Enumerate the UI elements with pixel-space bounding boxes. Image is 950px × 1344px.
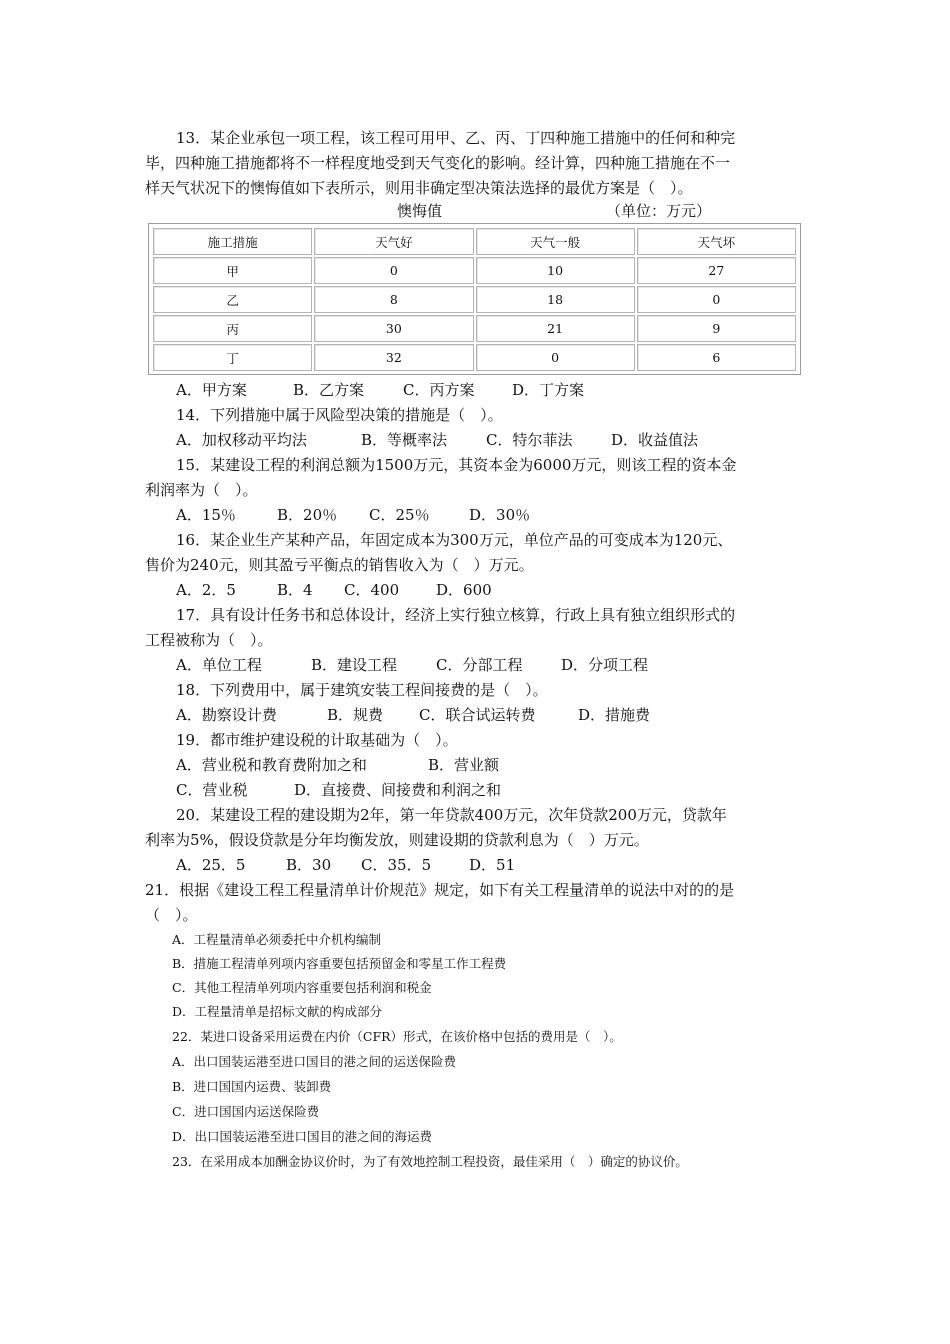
q22-stem: 22．某进口设备采用运费在内价（CFR）形式，在该价格中包括的费用是（ ）。 <box>172 1029 622 1044</box>
q21-option-a: A．工程量清单必须委托中介机构编制 <box>172 932 382 947</box>
q17-option-d: D．分项工程 <box>561 656 649 674</box>
table-cell: 甲 <box>153 257 312 284</box>
q16-line-2: 售价为240元，则其盈亏平衡点的销售收入为（ ）万元。 <box>145 556 534 574</box>
q21-option-b: B．措施工程清单列项内容重要包括预留金和零星工作工程费 <box>172 956 507 971</box>
q18-option-d: D．措施费 <box>578 706 651 724</box>
q19-option-d: D．直接费、间接费和利润之和 <box>294 781 502 799</box>
q17-line-1: 17．具有设计任务书和总体设计，经济上实行独立核算，行政上具有独立组织形式的 <box>176 606 736 624</box>
q13-option-c: C．丙方案 <box>403 381 475 399</box>
q17-line-2: 工程被称为（ ）。 <box>145 631 273 649</box>
table-cell: 21 <box>476 315 635 342</box>
table-cell: 0 <box>314 257 473 284</box>
q16-option-b: B．4 <box>277 581 313 599</box>
table-header-cell: 天气好 <box>314 228 473 255</box>
q20-option-c: C．35．5 <box>361 856 432 874</box>
table-cell: 18 <box>476 286 635 313</box>
q22-option-b: B．进口国国内运费、装卸费 <box>172 1079 332 1094</box>
table-cell: 32 <box>314 344 473 371</box>
q13-line-2: 毕，四种施工措施都将不一样程度地受到天气变化的影响。经计算，四种施工措施在不一 <box>145 154 731 172</box>
q21-option-c: C．其他工程清单列项内容重要包括利润和税金 <box>172 980 432 995</box>
q14-option-c: C．特尔菲法 <box>486 431 573 449</box>
table-unit: （单位：万元） <box>606 202 712 220</box>
q15-option-b: B．20％ <box>277 506 338 524</box>
q21-option-d: D．工程量清单是招标文献的构成部分 <box>172 1004 383 1019</box>
q20-line-2: 利率为5%，假设贷款是分年均衡发放，则建设期的贷款利息为（ ）万元。 <box>145 831 649 849</box>
q23-stem: 23．在采用成本加酬金协议价时，为了有效地控制工程投资，最佳采用（ ）确定的协议价。 <box>172 1154 688 1169</box>
q14-option-d: D．收益值法 <box>611 431 699 449</box>
table-cell: 27 <box>637 257 796 284</box>
q18-option-b: B．规费 <box>327 706 384 724</box>
q15-option-d: D．30％ <box>469 506 531 524</box>
table-header-cell: 天气坏 <box>637 228 796 255</box>
q14-option-a: A．加权移动平均法 <box>176 431 307 449</box>
q20-option-b: B．30 <box>286 856 332 874</box>
table-header-row <box>153 228 796 255</box>
table-cell: 0 <box>476 344 635 371</box>
table-cell: 30 <box>314 315 473 342</box>
q21-line-2: （ ）。 <box>145 906 198 924</box>
q15-option-c: C．25％ <box>369 506 430 524</box>
q19-option-b: B．营业额 <box>428 756 500 774</box>
q20-line-1: 20．某建设工程的建设期为2年，第一年贷款400万元，次年贷款200万元，贷款年 <box>176 806 727 824</box>
q17-option-b: B．建设工程 <box>311 656 398 674</box>
table-cell: 0 <box>637 286 796 313</box>
table-cell: 6 <box>637 344 796 371</box>
regret-table <box>148 223 801 375</box>
table-row <box>153 344 796 371</box>
table-cell: 丙 <box>153 315 312 342</box>
q16-line-1: 16．某企业生产某种产品，年固定成本为300万元，单位产品的可变成本为120元、 <box>176 531 733 549</box>
q14-stem: 14．下列措施中属于风险型决策的措施是（ ）。 <box>176 406 503 424</box>
q13-option-a: A．甲方案 <box>176 381 247 399</box>
table-row <box>153 257 796 284</box>
q20-option-a: A．25．5 <box>176 856 246 874</box>
table-cell: 10 <box>476 257 635 284</box>
table-cell: 丁 <box>153 344 312 371</box>
q18-stem: 18．下列费用中，属于建筑安装工程间接费的是（ ）。 <box>176 681 548 699</box>
q15-line-2: 利润率为（ ）。 <box>145 481 258 499</box>
q16-option-d: D．600 <box>436 581 492 599</box>
q17-option-a: A．单位工程 <box>176 656 262 674</box>
q15-option-a: A．15％ <box>176 506 236 524</box>
q13-option-b: B．乙方案 <box>293 381 365 399</box>
table-row <box>153 286 796 313</box>
q13-option-d: D．丁方案 <box>512 381 585 399</box>
q19-option-a: A．营业税和教育费附加之和 <box>176 756 367 774</box>
q22-option-d: D．出口国装运港至进口国目的港之间的海运费 <box>172 1129 433 1144</box>
q16-option-c: C．400 <box>344 581 400 599</box>
table-cell: 乙 <box>153 286 312 313</box>
q19-stem: 19．都市维护建设税的计取基础为（ ）。 <box>176 731 458 749</box>
regret-table-grid <box>151 226 798 373</box>
q18-option-c: C．联合试运转费 <box>419 706 536 724</box>
q21-line-1: 21．根据《建设工程工程量清单计价规范》规定，如下有关工程量清单的说法中对的的是 <box>145 881 735 899</box>
q17-option-c: C．分部工程 <box>436 656 523 674</box>
q22-option-c: C．进口国国内运送保险费 <box>172 1104 320 1119</box>
table-cell: 8 <box>314 286 473 313</box>
q13-line-3: 样天气状况下的懊悔值如下表所示，则用非确定型决策法选择的最优方案是（ ）。 <box>145 179 693 197</box>
q19-option-c: C．营业税 <box>176 781 248 799</box>
table-header-cell: 天气一般 <box>476 228 635 255</box>
table-row <box>153 315 796 342</box>
table-header-cell: 施工措施 <box>153 228 312 255</box>
q13-line-1: 13．某企业承包一项工程，该工程可用甲、乙、丙、丁四种施工措施中的任何和种完 <box>176 129 736 147</box>
q20-option-d: D．51 <box>469 856 516 874</box>
table-title: 懊悔值 <box>397 202 443 220</box>
q22-option-a: A．出口国装运港至进口国目的港之间的运送保险费 <box>172 1054 457 1069</box>
q18-option-a: A．勘察设计费 <box>176 706 277 724</box>
table-cell: 9 <box>637 315 796 342</box>
q14-option-b: B．等概率法 <box>361 431 448 449</box>
q15-line-1: 15．某建设工程的利润总额为1500万元，其资本金为6000万元，则该工程的资本金 <box>176 456 737 474</box>
q16-option-a: A．2．5 <box>176 581 236 599</box>
